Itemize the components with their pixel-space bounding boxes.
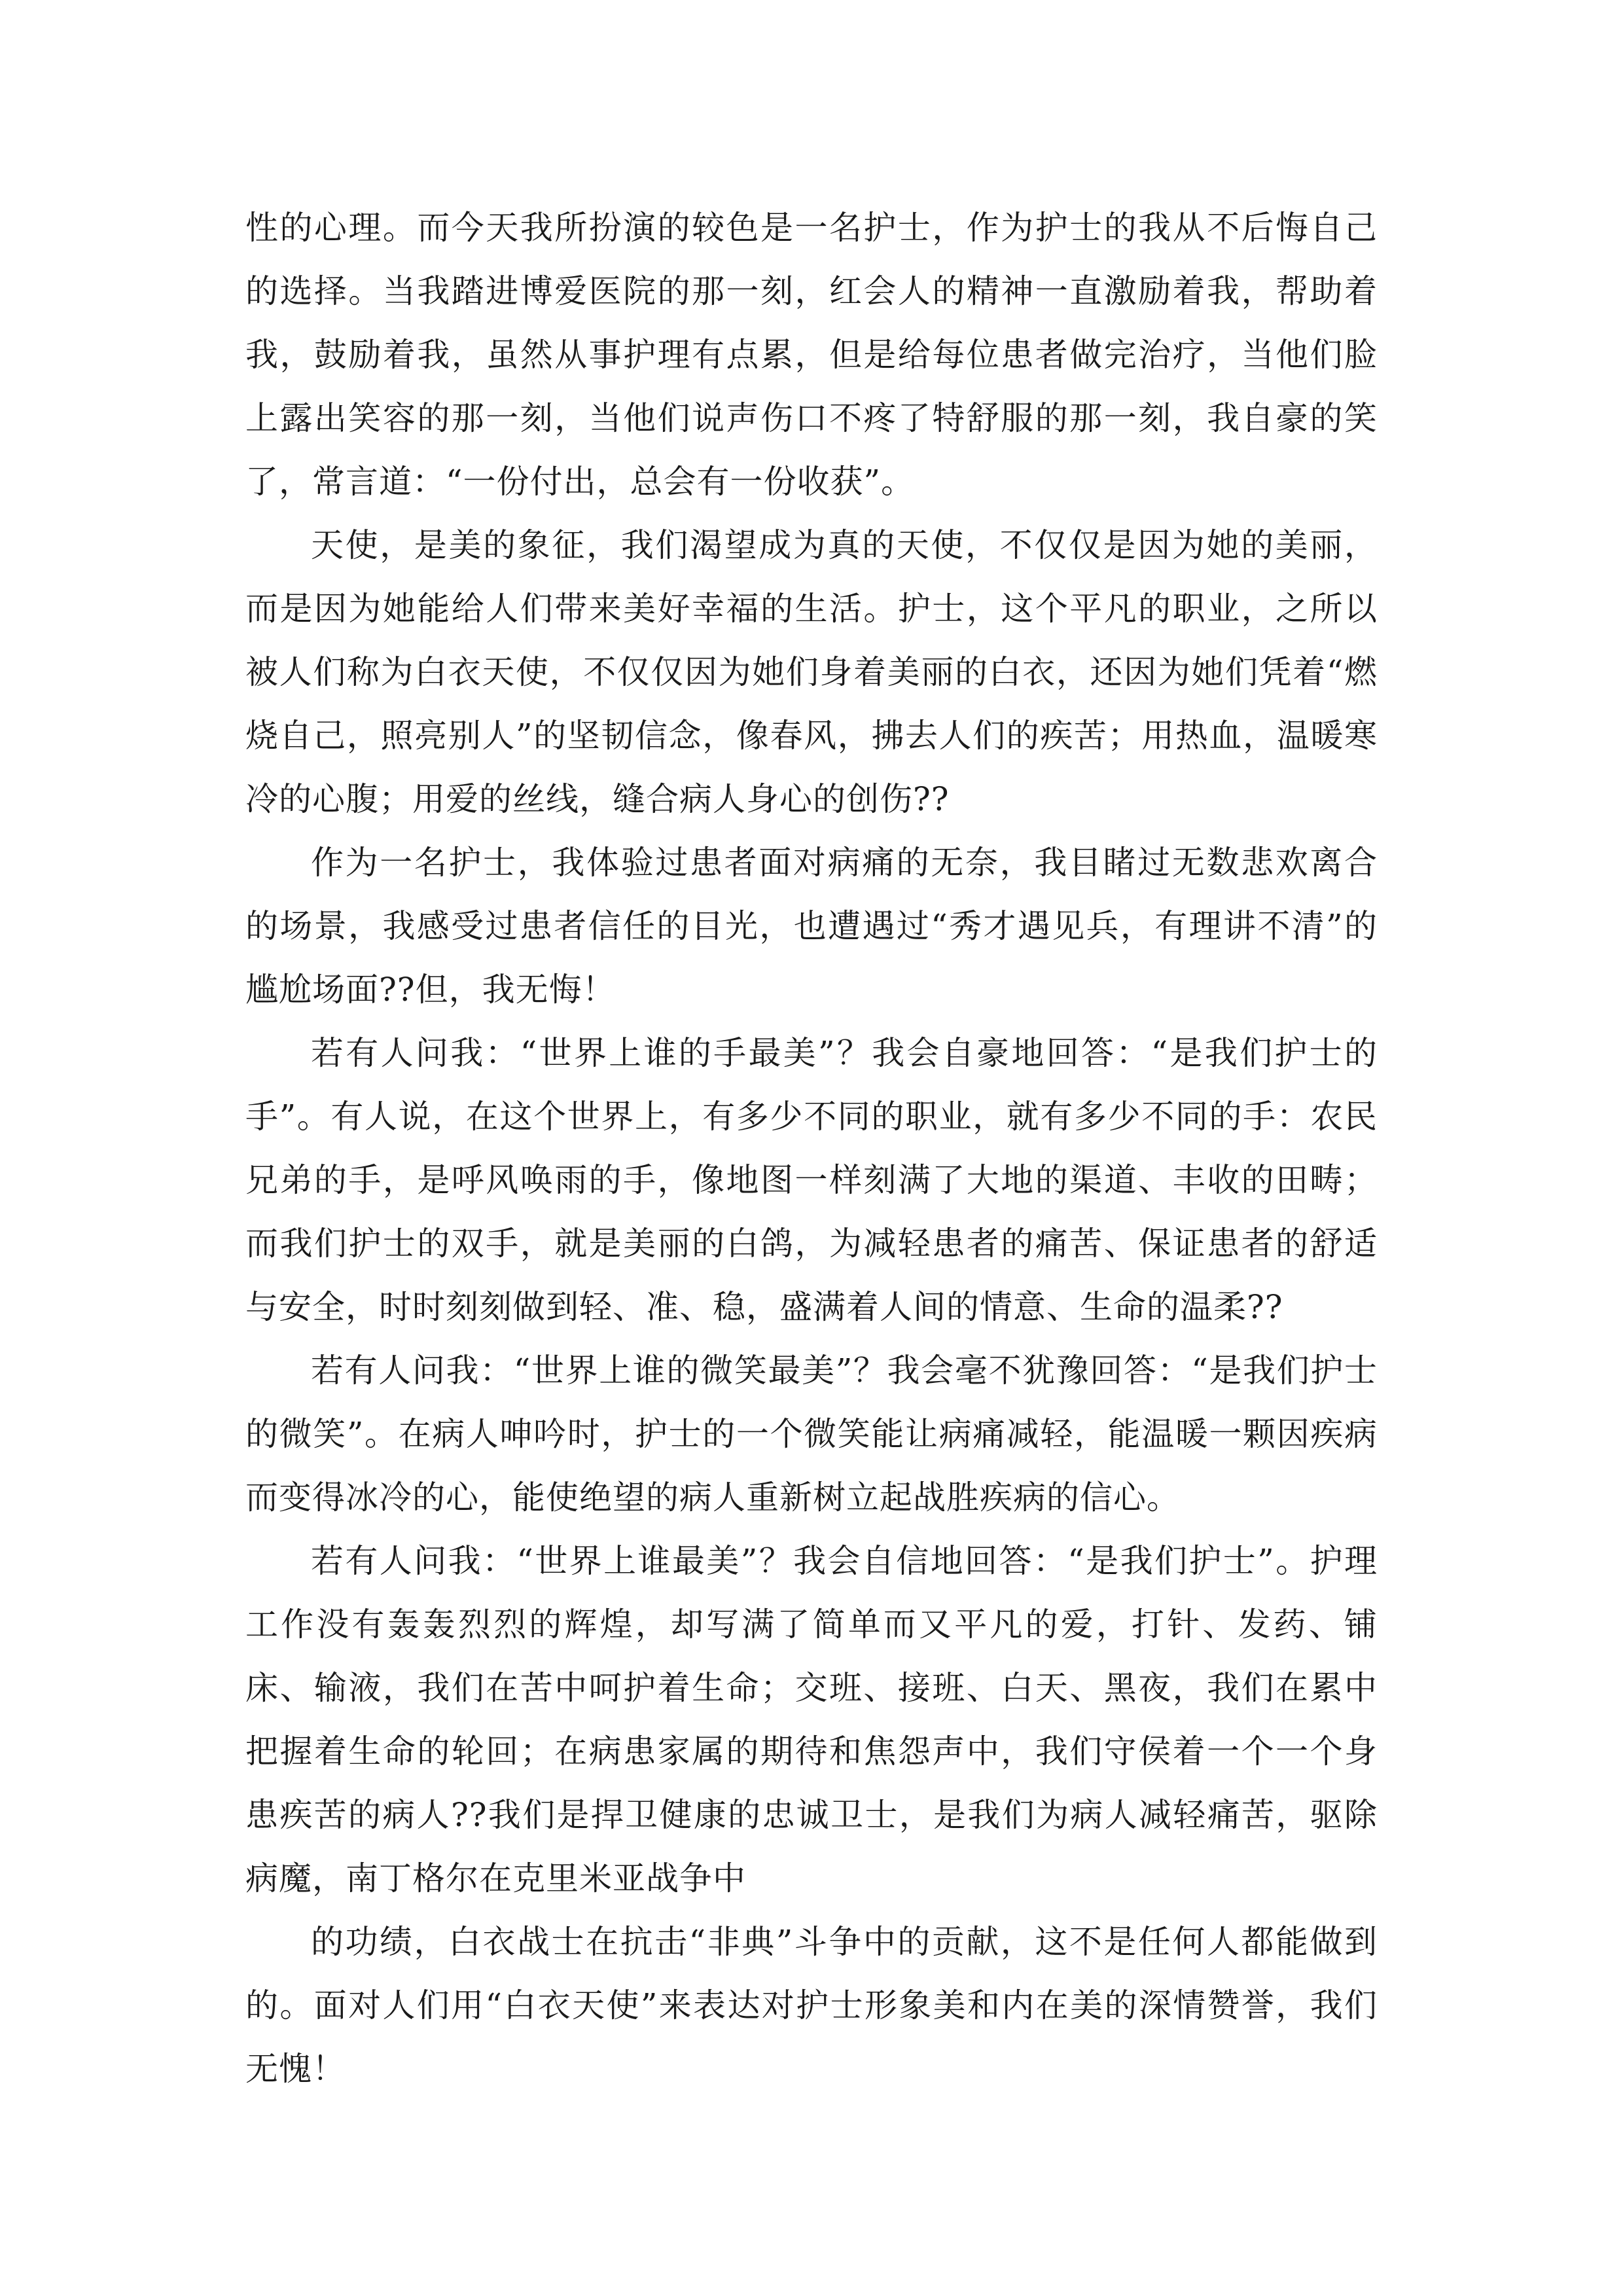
paragraph-3: 作为一名护士，我体验过患者面对病痛的无奈，我目睹过无数悲欢离合的场景，我感受过患者信任的目光，也遭遇过“秀才遇见兵，有理讲不清”的尴尬场面??但，我无悔！ (245, 844, 1378, 1009)
body-text (245, 196, 1378, 2101)
paragraph-6: 若有人问我：“世界上谁最美”？我会自信地回答：“是我们护士”。护理工作没有轰轰烈烈的辉煌，却写满了简单而又平凡的爱，打针、发药、铺床、输液，我们在苦中呵护着生命；交班、接班、白天、黑夜，我们在累中把握着生命的轮回；在病患家属的期待和焦怨声中，我们守侯着一个一个身患疾苦的病人??我们是捍卫健康的忠诚卫士，是我们为病人减轻痛苦，驱除病魔，南丁格尔在克里米亚战争中 (245, 1542, 1378, 1897)
paragraph-4: 若有人问我：“世界上谁的手最美”？我会自豪地回答：“是我们护士的手”。有人说，在这个世界上，有多少不同的职业，就有多少不同的手：农民兄弟的手，是呼风唤雨的手，像地图一样刻满了大地的渠道、丰收的田畴；而我们护士的双手，就是美丽的白鸽，为减轻患者的痛苦、保证患者的舒适与安全，时时刻刻做到轻、准、稳，盛满着人间的情意、生命的温柔?? (245, 1034, 1378, 1326)
paragraph-1: 性的心理。而今天我所扮演的较色是一名护士，作为护士的我从不后悔自己的选择。当我踏进博爱医院的那一刻，红会人的精神一直激励着我，帮助着我，鼓励着我，虽然从事护理有点累，但是给每位患者做完治疗，当他们脸上露出笑容的那一刻，当他们说声伤口不疼了特舒服的那一刻，我自豪的笑了，常言道：“一份付出，总会有一份收获”。 (245, 209, 1378, 501)
paragraph-5: 若有人问我：“世界上谁的微笑最美”？我会毫不犹豫回答：“是我们护士的微笑”。在病人呻吟时，护士的一个微笑能让病痛减轻，能温暖一颗因疾病而变得冰冷的心，能使绝望的病人重新树立起战胜疾病的信心。 (245, 1352, 1378, 1516)
paragraph-7: 的功绩，白衣战士在抗击“非典”斗争中的贡献，这不是任何人都能做到的。面对人们用“白衣天使”来表达对护士形象美和内在美的深情赞誉，我们无愧！ (245, 1923, 1378, 2088)
paragraph-2: 天使，是美的象征，我们渴望成为真的天使，不仅仅是因为她的美丽，而是因为她能给人们带来美好幸福的生活。护士，这个平凡的职业，之所以被人们称为白衣天使，不仅仅因为她们身着美丽的白衣，还因为她们凭着“燃烧自己，照亮别人”的坚韧信念，像春风，拂去人们的疾苦；用热血，温暖寒冷的心腹；用爱的丝线，缝合病人身心的创伤?? (245, 526, 1378, 818)
